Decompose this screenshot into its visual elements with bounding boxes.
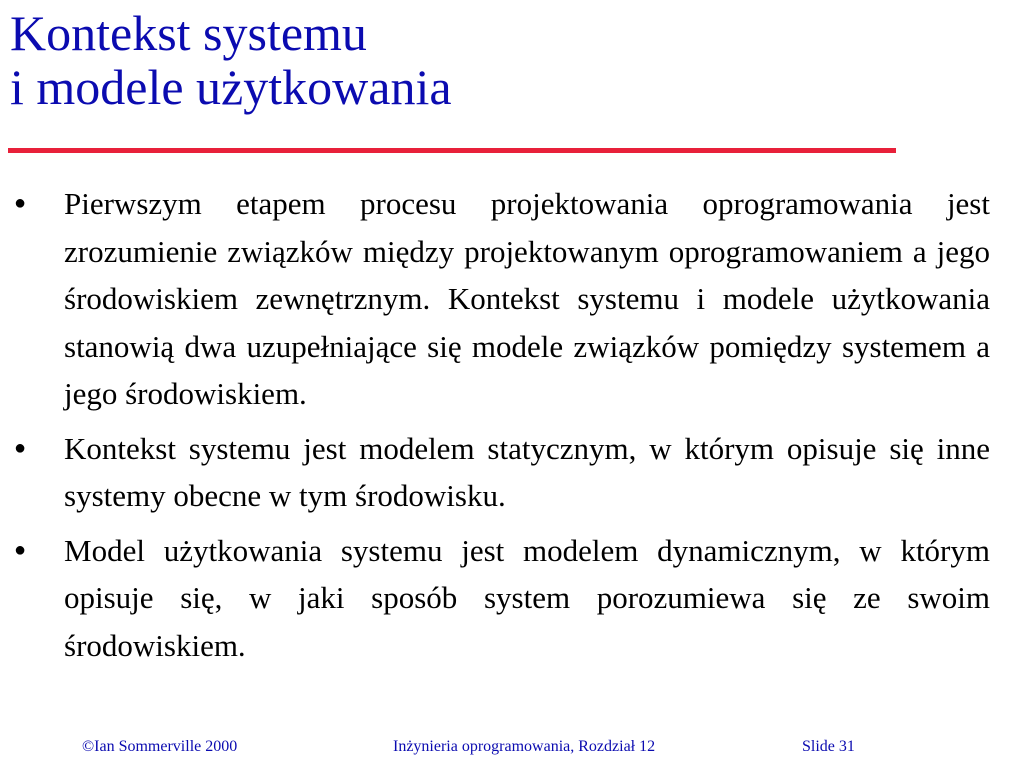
bullet-text-3: Model użytkowania systemu jest modelem dynamicznym, w którym opisuje się, w jaki sposób system porozumiewa się ze swoim środowiskiem. [64,532,990,663]
footer-course-title: Inżynieria oprogramowania, Rozdział 12 [393,738,656,755]
bullet-dot-icon: ● [14,538,27,561]
bullet-item-1 [12,180,990,418]
bullet-item-3 [12,527,990,670]
title-underline [8,148,896,153]
bullet-dot-icon: ● [14,192,27,214]
slide-footer [0,738,1024,758]
slide-title [10,6,452,114]
bullet-list [12,180,990,676]
footer-slide-number: Slide 31 [802,738,855,755]
slide-title-line-1: Kontekst systemu [10,5,367,61]
bullet-text-1: Pierwszym etapem procesu projektowania oprogramowania jest zrozumienie związków między projektowanym oprogramowaniem a jego środowiskiem zewnętrznym. Kontekst systemu i modele użytkowania stanowią dwa uzupełniające się modele związków pomiędzy systemem a jego środowiskiem. [64,186,990,411]
bullet-text-2: Kontekst systemu jest modelem statycznym, w którym opisuje się inne systemy obecne w tym środowisku. [64,430,990,513]
bullet-item-2 [12,425,990,520]
bullet-dot-icon: ● [14,436,27,459]
footer-copyright: ©Ian Sommerville 2000 [82,738,238,755]
slide-title-line-2: i modele użytkowania [10,59,452,115]
